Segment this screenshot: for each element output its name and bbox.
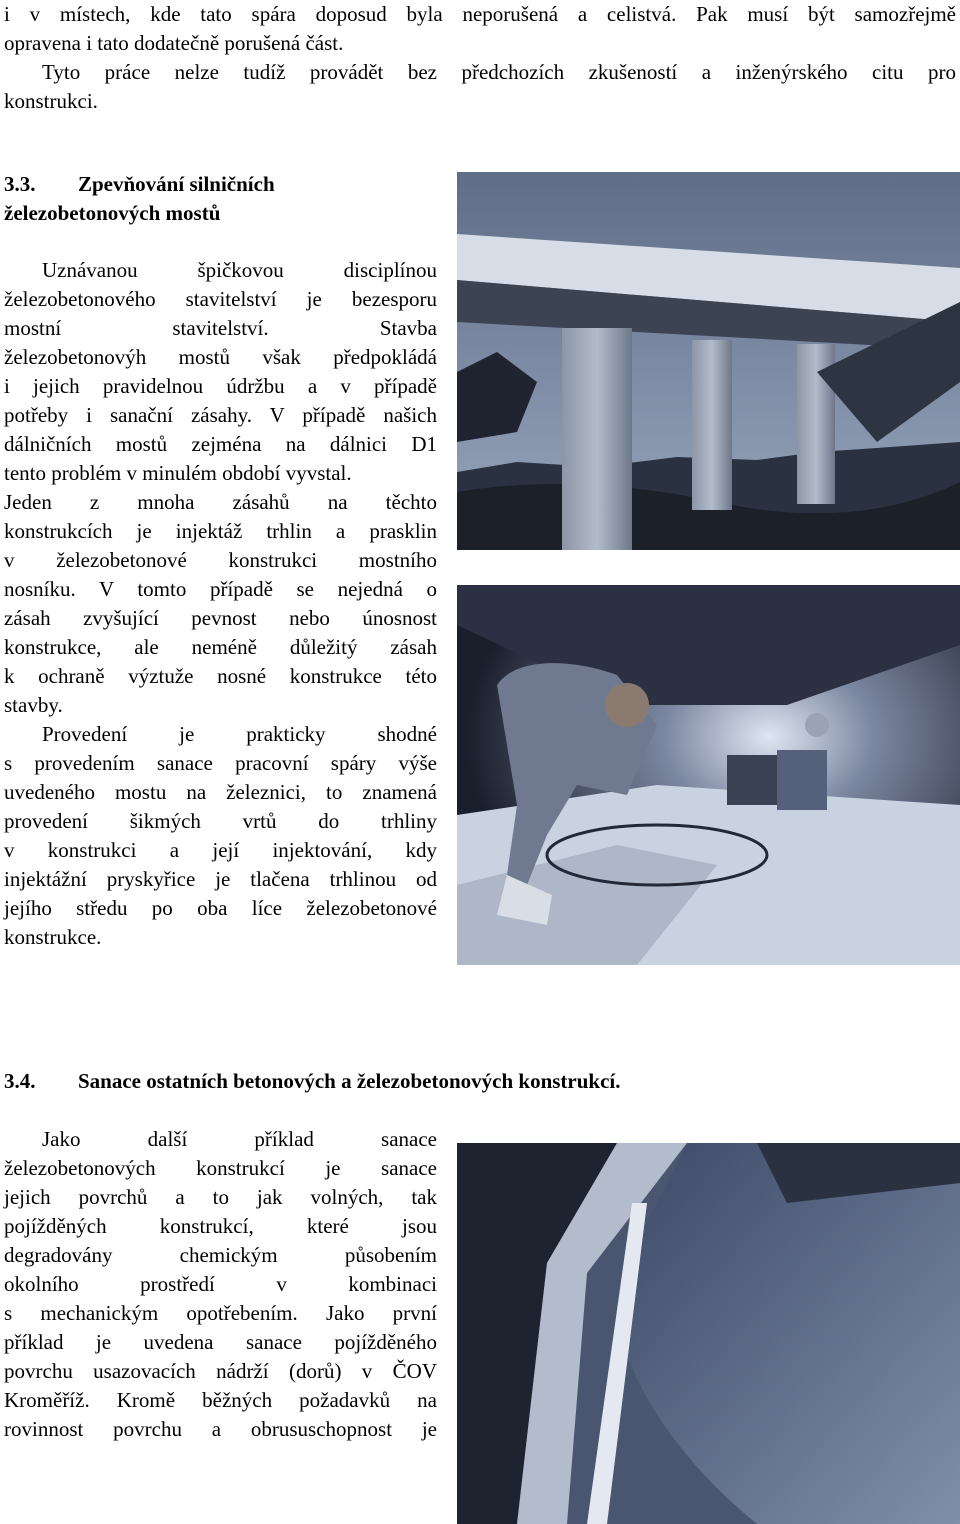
body-line: Kroměříž. Kromě běžných požadavků na — [4, 1388, 437, 1412]
body-line: jejího středu po oba líce železobetonové — [4, 896, 437, 920]
body-line: příklad je uvedena sanace pojížděného — [4, 1330, 437, 1354]
body-line: Jeden z mnoha zásahů na těchto — [4, 490, 437, 514]
section-number: 3.3. — [4, 172, 36, 196]
body-line: železobetonových konstrukcí je sanace — [4, 1156, 437, 1180]
section-title: Sanace ostatních betonových a železobetonových konstrukcí. — [78, 1069, 621, 1093]
body-line: konstrukce, ale neméně důležitý zásah — [4, 635, 437, 659]
body-line: tento problém v minulém období vyvstal. — [4, 461, 352, 485]
injection-work-photo — [457, 585, 960, 965]
body-line: nosníku. V tomto případě se nejedná o — [4, 577, 437, 601]
body-line: provedení šikmých vrtů do trhliny — [4, 809, 437, 833]
settling-tank-photo — [457, 1143, 960, 1524]
body-line: Jako další příklad sanace — [42, 1127, 437, 1151]
body-line: degradovány chemickým působením — [4, 1243, 437, 1267]
intro-paragraph — [4, 0, 956, 116]
section-number: 3.4. — [4, 1069, 36, 1093]
section-title-line: Zpevňování silničních — [78, 172, 275, 196]
body-line: železobetonového stavitelství je bezesporu — [4, 287, 437, 311]
body-line: potřeby i sanační zásahy. V případě našich — [4, 403, 437, 427]
section-3-3-body — [4, 256, 437, 952]
bridge-photo — [457, 172, 960, 550]
intro-line: konstrukci. — [4, 89, 98, 113]
body-line: pojížděných konstrukcí, které jsou — [4, 1214, 437, 1238]
section-3-3-heading — [4, 170, 434, 228]
body-line: s mechanickým opotřebením. Jako první — [4, 1301, 437, 1325]
section-title-line: železobetonových mostů — [4, 201, 221, 225]
intro-line: Tyto práce nelze tudíž provádět bez předchozích zkušeností a inženýrského citu pro — [42, 60, 956, 84]
body-line: povrchu usazovacích nádrží (dorů) v ČOV — [4, 1359, 437, 1383]
body-line: Uznávanou špičkovou disciplínou — [42, 258, 437, 282]
body-line: stavby. — [4, 693, 63, 717]
body-line: okolního prostředí v kombinaci — [4, 1272, 437, 1296]
body-line: s provedením sanace pracovní spáry výše — [4, 751, 437, 775]
body-line: v železobetonové konstrukci mostního — [4, 548, 437, 572]
body-line: v konstrukci a její injektování, kdy — [4, 838, 437, 862]
intro-line: opravena i tato dodatečně porušená část. — [4, 31, 344, 55]
body-line: uvedeného mostu na železnici, to znamená — [4, 780, 437, 804]
section-3-4-heading — [4, 1067, 956, 1096]
body-line: zásah zvyšující pevnost nebo únosnost — [4, 606, 437, 630]
body-line: konstrukcích je injektáž trhlin a prasklin — [4, 519, 437, 543]
body-line: injektážní pryskyřice je tlačena trhlinou od — [4, 867, 437, 891]
body-line: mostní stavitelství. Stavba — [4, 316, 437, 340]
body-line: k ochraně výztuže nosné konstrukce této — [4, 664, 437, 688]
body-line: Provedení je prakticky shodné — [42, 722, 437, 746]
body-line: železobetonovýh mostů však předpokládá — [4, 345, 437, 369]
body-line: rovinnost povrchu a obrususchopnost je — [4, 1417, 437, 1441]
section-3-4-body — [4, 1125, 437, 1444]
body-line: jejich povrchů a to jak volných, tak — [4, 1185, 437, 1209]
body-line: konstrukce. — [4, 925, 102, 949]
intro-line: i v místech, kde tato spára doposud byla neporušená a celistvá. Pak musí být samozřejmě — [4, 2, 956, 26]
body-line: i jejich pravidelnou údržbu a v případě — [4, 374, 437, 398]
body-line: dálničních mostů zejména na dálnici D1 — [4, 432, 437, 456]
